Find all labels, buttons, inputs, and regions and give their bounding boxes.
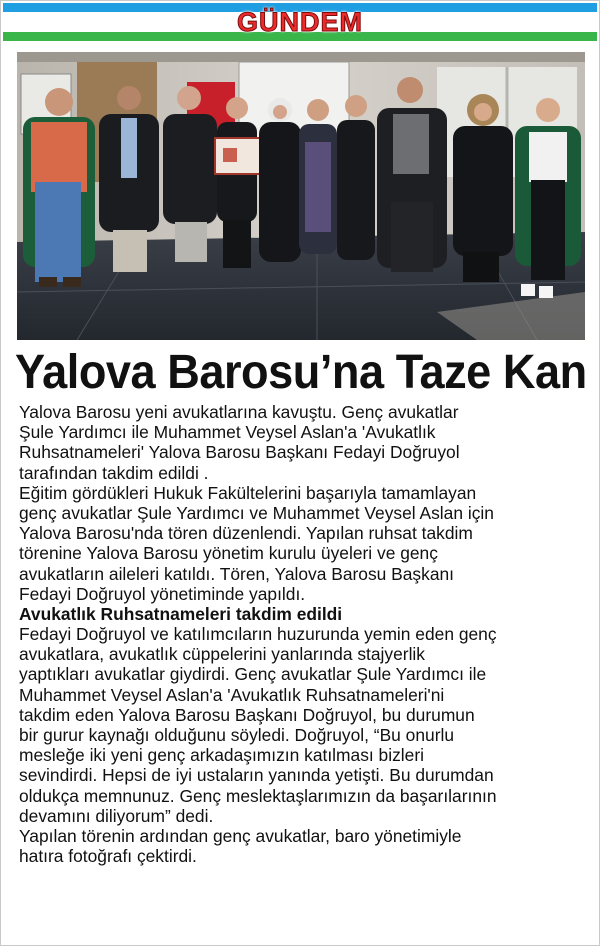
article-body-line: genç avukatlar Şule Yardımcı ve Muhammet Veysel Aslan için bbox=[19, 502, 494, 523]
article-headline: Yalova Barosu’na Taze Kan bbox=[15, 346, 587, 399]
article-body bbox=[19, 402, 591, 866]
article-body-line: avukatların aileleri katıldı. Tören, Yalova Barosu Başkanı bbox=[19, 563, 455, 584]
article-body-line: Şule Yardımcı ile Muhammet Veysel Aslan'a 'Avukatlık bbox=[19, 422, 436, 443]
article-body-line: yaptıkları avukatlar giydirdi. Genç avukatlar Şule Yardımcı ile bbox=[19, 664, 487, 685]
article-body-line: Fedayi Doğruyol yönetiminde yapıldı. bbox=[19, 583, 306, 604]
article-body-line: Muhammet Veysel Aslan'a 'Avukatlık Ruhsatnameleri'ni bbox=[19, 684, 445, 705]
article-body-line: oldukça memnunuz. Genç meslektaşlarımızın da başarılarının bbox=[19, 785, 497, 806]
article-body-line: mesleğe iki yeni genç arkadaşımızın katılması bizleri bbox=[19, 745, 424, 766]
article-body-line: Yapılan törenin ardından genç avukatlar, baro yönetimiyle bbox=[19, 825, 462, 846]
article-body-line: devamını diliyorum” dedi. bbox=[19, 805, 214, 826]
article-body-line: bir gurur kaynağı olduğunu söyledi. Doğruyol, “Bu onurlu bbox=[19, 725, 455, 745]
article-body-line: hatıra fotoğrafı çektirdi. bbox=[19, 846, 197, 867]
article-body-line: sevindirdi. Hepsi de iyi ustaların yanında yetişti. Bu durumdan bbox=[19, 765, 494, 786]
article-body-line: tarafından takdim edildi . bbox=[19, 462, 209, 483]
article-body-line: Eğitim gördükleri Hukuk Fakültelerini başarıyla tamamlayan bbox=[19, 482, 477, 503]
article-body-line: Fedayi Doğruyol ve katılımcıların huzurunda yemin eden genç bbox=[19, 624, 497, 645]
article-photo bbox=[17, 52, 585, 340]
article-body-line: takdim eden Yalova Barosu Başkanı Doğruyol, bu durumun bbox=[19, 704, 475, 725]
article-body-line: Ruhsatnameleri' Yalova Barosu Başkanı Fedayi Doğruyol bbox=[19, 442, 460, 463]
article-body-line: Yalova Barosu yeni avukatlarına kavuştu. Genç avukatlar bbox=[19, 402, 459, 422]
article-body-line: Yalova Barosu'nda tören düzenlendi. Yapılan ruhsat takdim bbox=[19, 523, 473, 544]
section-header-band bbox=[3, 3, 597, 41]
article-body-line: törenine Yalova Barosu yönetim kurulu üyeleri ve genç bbox=[19, 543, 438, 564]
section-title: GÜNDEM bbox=[237, 7, 363, 37]
article-subheading: Avukatlık Ruhsatnameleri takdim edildi bbox=[19, 603, 343, 624]
article-body-line: avukatlara, avukatlık cüppelerini yanlarında stajyerlik bbox=[19, 644, 425, 665]
